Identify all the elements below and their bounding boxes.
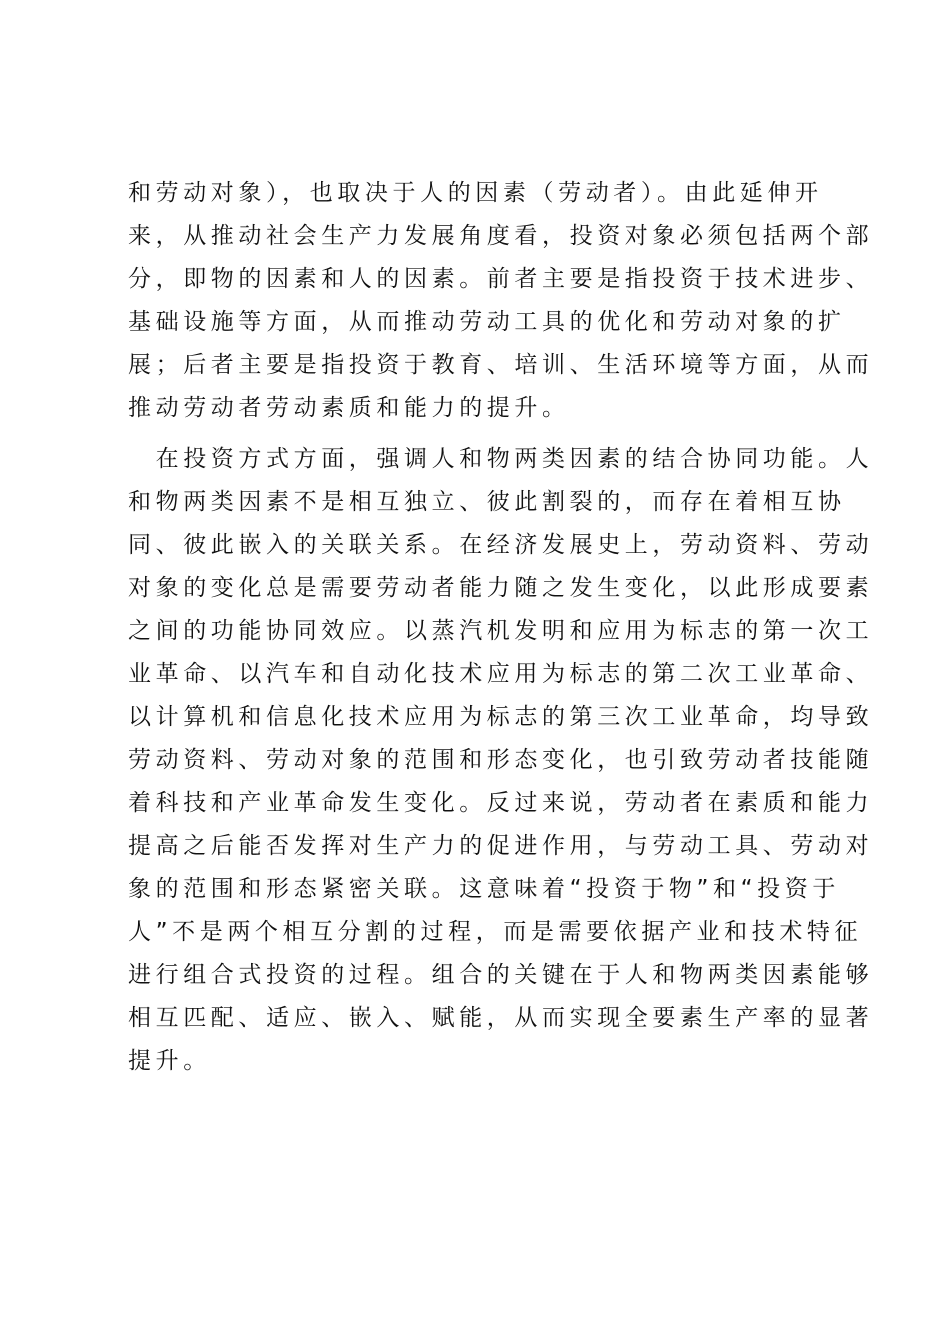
text-line: 着科技和产业革命发生变化。反过来说，劳动者在素质和能力: [128, 790, 874, 816]
text-line: 分，即物的因素和人的因素。前者主要是指投资于技术进步、: [128, 266, 874, 292]
text-line: 进行组合式投资的过程。组合的关键在于人和物两类因素能够: [128, 962, 874, 988]
text-line: 象的范围和形态紧密关联。这意味着“投资于物”和“投资于: [128, 876, 840, 902]
text-line: 提升。: [128, 1048, 211, 1074]
text-line: 之间的功能协同效应。以蒸汽机发明和应用为标志的第一次工: [128, 618, 874, 644]
text-line: 和物两类因素不是相互独立、彼此割裂的，而存在着相互协: [128, 489, 846, 515]
text-line: 提高之后能否发挥对生产力的促进作用，与劳动工具、劳动对: [128, 833, 874, 859]
text-line: 相互匹配、适应、嵌入、赋能，从而实现全要素生产率的显著: [128, 1005, 874, 1031]
text-line: 人”不是两个相互分割的过程，而是需要依据产业和技术特征: [128, 919, 863, 945]
text-line: 以计算机和信息化技术应用为标志的第三次工业革命，均导致: [128, 704, 874, 730]
text-line: 基础设施等方面，从而推动劳动工具的优化和劳动对象的扩: [128, 309, 846, 335]
text-line: 来，从推动社会生产力发展角度看，投资对象必须包括两个部: [128, 223, 874, 249]
paragraph-1: [128, 172, 874, 430]
document-page: [128, 172, 874, 1083]
paragraph-gap: [128, 430, 828, 438]
text-line: 同、彼此嵌入的关联关系。在经济发展史上，劳动资料、劳动: [128, 532, 874, 558]
text-line: 在投资方式方面，强调人和物两类因素的结合协同功能。人: [128, 446, 874, 472]
text-line: 推动劳动者劳动素质和能力的提升。: [128, 395, 570, 421]
paragraph-2: [128, 438, 874, 1083]
text-line: 对象的变化总是需要劳动者能力随之发生变化，以此形成要素: [128, 575, 874, 601]
text-line: 业革命、以汽车和自动化技术应用为标志的第二次工业革命、: [128, 661, 874, 687]
text-line: 展；后者主要是指投资于教育、培训、生活环境等方面，从而: [128, 352, 874, 378]
text-line: 和劳动对象），也取决于人的因素（劳动者）。由此延伸开: [128, 180, 823, 206]
text-line: 劳动资料、劳动对象的范围和形态变化，也引致劳动者技能随: [128, 747, 874, 773]
